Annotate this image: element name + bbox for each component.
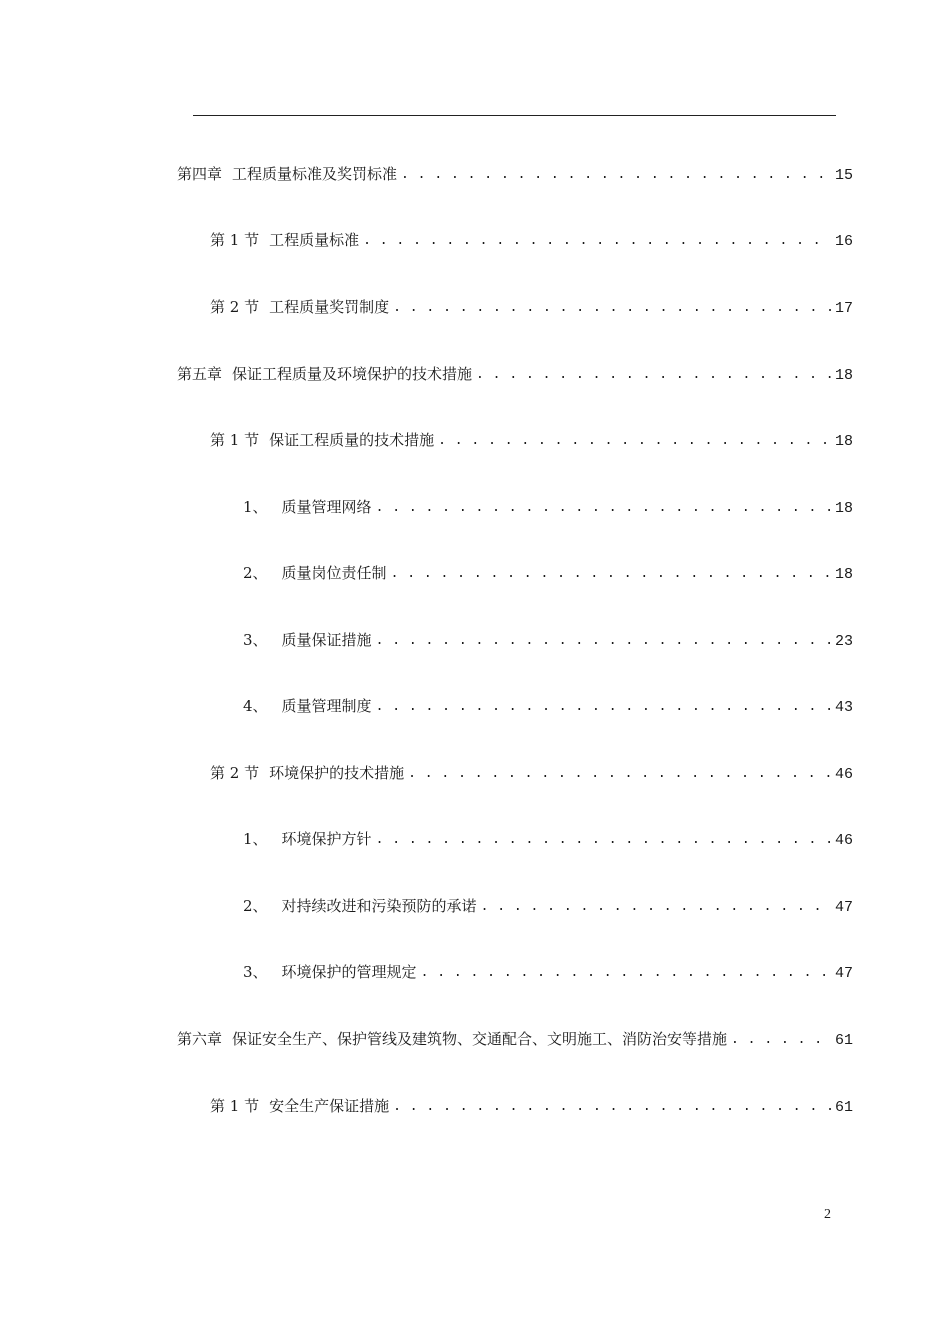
toc-entry-page: 61 <box>834 1032 853 1049</box>
toc-entry-item[interactable] <box>243 630 853 650</box>
toc-entry-number: 第 1 节 <box>210 431 260 449</box>
dot-leader <box>401 165 831 185</box>
dot-leader <box>421 963 831 983</box>
toc-entry-number: 第四章 <box>177 165 223 183</box>
toc-entry-page: 18 <box>834 433 853 450</box>
toc-entry-page: 17 <box>834 300 853 317</box>
toc-entry-page: 47 <box>834 899 853 916</box>
toc-entry-title: 环境保护的管理规定 <box>281 963 417 981</box>
toc-entry-section[interactable] <box>210 230 853 250</box>
toc-entry-section[interactable] <box>210 1096 853 1116</box>
toc-entry-item[interactable] <box>243 696 853 716</box>
toc-entry-title: 工程质量奖罚制度 <box>269 298 390 316</box>
toc-entry-page: 18 <box>834 500 853 517</box>
toc-entry-chapter[interactable] <box>177 1029 853 1049</box>
toc-entry-page: 23 <box>834 633 853 650</box>
toc-entry-page: 18 <box>834 367 853 384</box>
dot-leader <box>376 697 831 717</box>
toc-entry-number: 第 1 节 <box>210 1097 260 1115</box>
toc-entry-title: 质量岗位责任制 <box>281 564 387 582</box>
toc-entry-title: 保证安全生产、保护管线及建筑物、交通配合、文明施工、消防治安等措施 <box>232 1030 728 1048</box>
toc-entry-page: 46 <box>834 766 853 783</box>
toc-entry-page: 18 <box>834 566 853 583</box>
toc-entry-section[interactable] <box>210 297 853 317</box>
toc-entry-title: 环境保护方针 <box>281 830 372 848</box>
toc-entry-number: 第 1 节 <box>210 231 260 249</box>
toc-entry-section[interactable] <box>210 430 853 450</box>
toc-entry-title: 质量保证措施 <box>281 631 372 649</box>
toc-entry-page: 46 <box>834 832 853 849</box>
dot-leader <box>376 631 831 651</box>
dot-leader <box>408 764 831 784</box>
toc-entry-number: 第 2 节 <box>210 764 260 782</box>
toc-entry-title: 质量管理制度 <box>281 697 372 715</box>
toc-entry-item[interactable] <box>243 563 853 583</box>
page-number: 2 <box>824 1207 831 1222</box>
toc-entry-title: 质量管理网络 <box>281 498 372 516</box>
toc-entry-number: 3、 <box>243 963 268 981</box>
toc-entry-item[interactable] <box>243 497 853 517</box>
toc-entry-chapter[interactable] <box>177 164 853 184</box>
toc-entry-number: 第五章 <box>177 365 223 383</box>
toc-entry-page: 43 <box>834 699 853 716</box>
toc-entry-number: 第六章 <box>177 1030 223 1048</box>
toc-entry-number: 2、 <box>243 564 268 582</box>
toc-entry-number: 2、 <box>243 897 268 915</box>
toc-entry-title: 环境保护的技术措施 <box>269 764 405 782</box>
toc-entry-item[interactable] <box>243 829 853 849</box>
toc-entry-page: 16 <box>834 233 853 250</box>
dot-leader <box>393 1097 831 1117</box>
dot-leader <box>731 1030 831 1050</box>
toc-entry-title: 对持续改进和污染预防的承诺 <box>281 897 477 915</box>
toc-entry-section[interactable] <box>210 763 853 783</box>
toc-entry-title: 工程质量标准及奖罚标准 <box>232 165 398 183</box>
toc-entry-item[interactable] <box>243 896 853 916</box>
toc-entry-chapter[interactable] <box>177 364 853 384</box>
dot-leader <box>481 897 831 917</box>
toc-entry-number: 3、 <box>243 631 268 649</box>
dot-leader <box>393 298 831 318</box>
dot-leader <box>376 830 831 850</box>
toc-entry-title: 保证工程质量的技术措施 <box>269 431 435 449</box>
toc-entry-title: 保证工程质量及环境保护的技术措施 <box>232 365 473 383</box>
dot-leader <box>376 498 831 518</box>
toc-entry-page: 47 <box>834 965 853 982</box>
toc-entry-number: 4、 <box>243 697 268 715</box>
toc-entry-item[interactable] <box>243 962 853 982</box>
toc-entry-number: 1、 <box>243 498 268 516</box>
toc-entry-page: 61 <box>834 1099 853 1116</box>
toc-entry-number: 第 2 节 <box>210 298 260 316</box>
toc-entry-page: 15 <box>834 167 853 184</box>
dot-leader <box>476 365 831 385</box>
toc-entry-title: 工程质量标准 <box>269 231 360 249</box>
dot-leader <box>391 564 831 584</box>
dot-leader <box>363 231 831 251</box>
dot-leader <box>438 431 831 451</box>
toc-entry-title: 安全生产保证措施 <box>269 1097 390 1115</box>
toc-entry-number: 1、 <box>243 830 268 848</box>
